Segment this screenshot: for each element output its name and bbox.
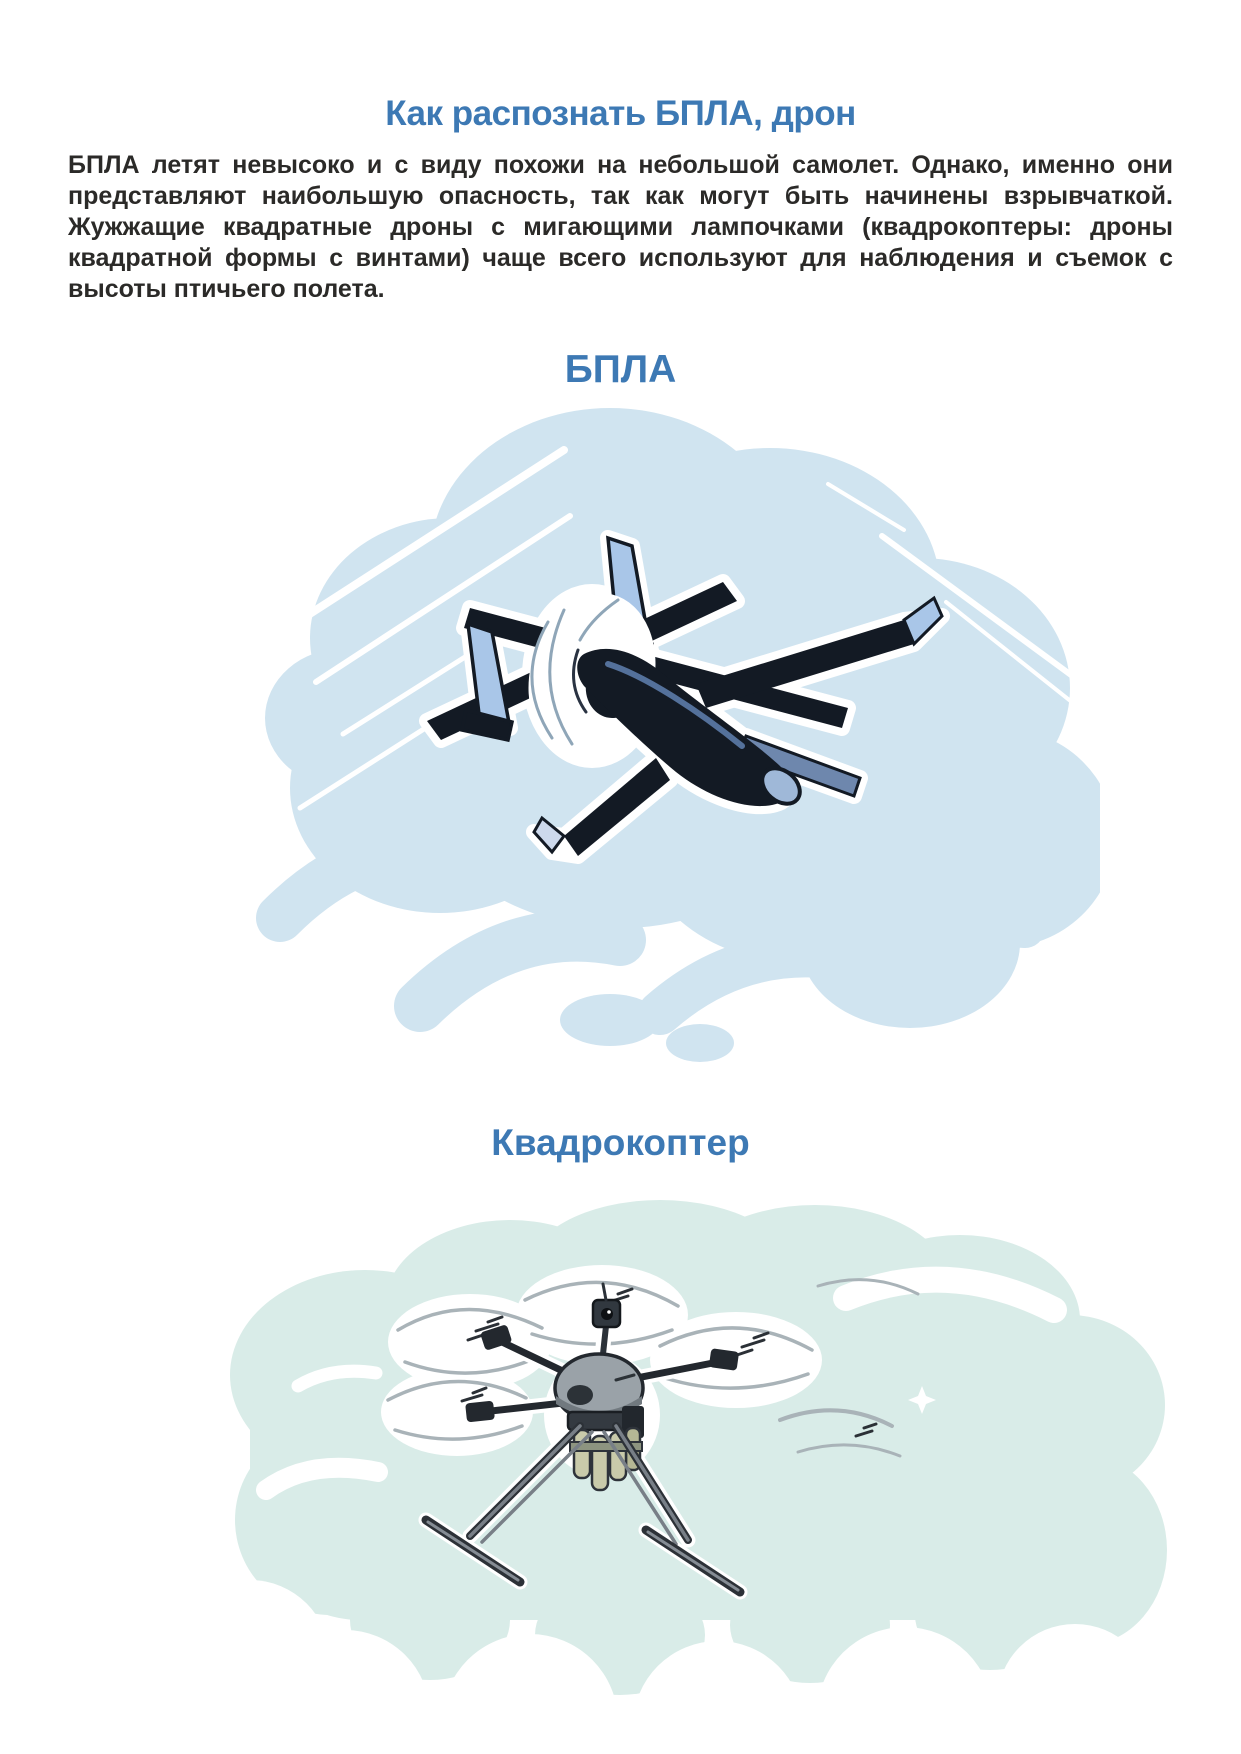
paragraph-line: представляют наибольшую опасность, так как могут быть начинены взрывчаткой.: [68, 182, 1173, 210]
paragraph-line: БПЛА летят невысоко и с виду похожи на небольшой самолет. Однако, именно они: [68, 151, 1173, 179]
paragraph-line: квадратной формы с винтами) чаще всего используют для наблюдения и съемок с: [68, 244, 1173, 272]
intro-paragraph: [68, 150, 1173, 305]
teal-cloud: [230, 1200, 1167, 1695]
page-title: Как распознать БПЛА, дрон: [385, 94, 856, 133]
paragraph-line: Жужжащие квадратные дроны с мигающими лампочками (квадрокоптеры: дроны: [68, 213, 1173, 241]
paragraph-line: высоты птичьего полета.: [68, 275, 385, 303]
uav-illustration: [140, 388, 1100, 1088]
section-heading-bpla: БПЛА: [564, 348, 677, 391]
section-heading-quadcopter: Квадрокоптер: [491, 1122, 750, 1163]
quadcopter-image: [170, 1190, 1170, 1754]
dome-front-panel: [567, 1385, 593, 1405]
fixed-wing-uav-image: [140, 388, 1100, 1088]
quadcopter-illustration: [170, 1190, 1170, 1754]
camera-lens: [601, 1308, 613, 1320]
